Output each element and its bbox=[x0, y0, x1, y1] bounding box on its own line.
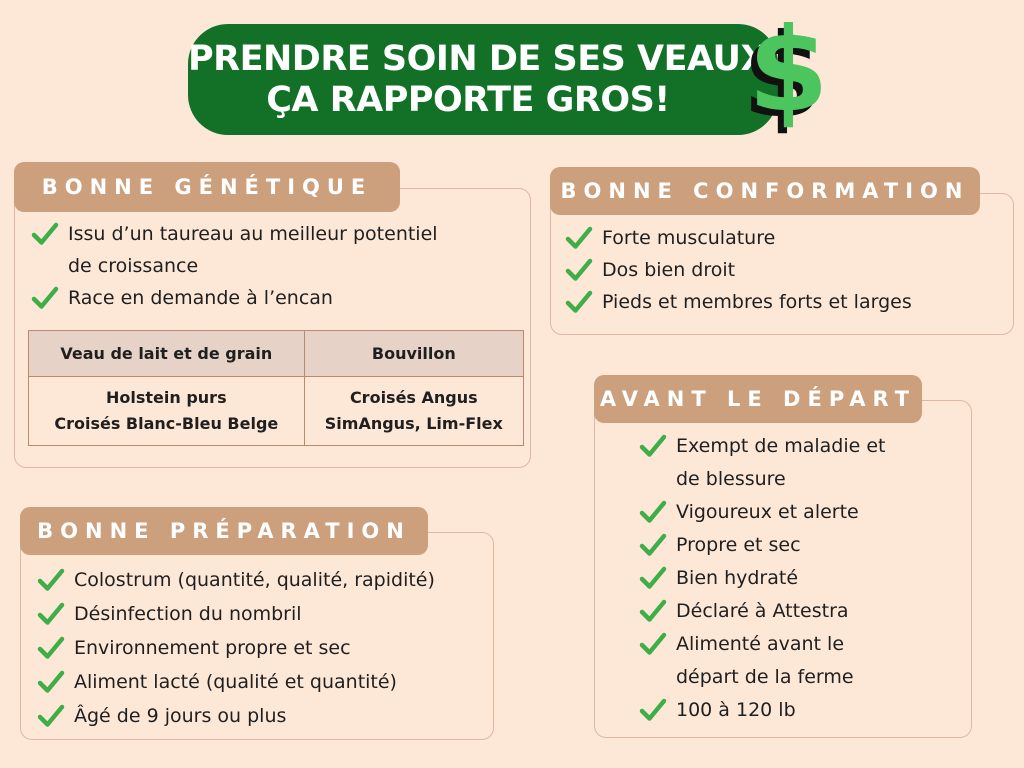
check-icon bbox=[638, 530, 668, 560]
preparation-item-text: Âgé de 9 jours ou plus bbox=[74, 705, 287, 727]
genetique-heading: BONNE GÉNÉTIQUE bbox=[14, 162, 400, 212]
check-icon bbox=[30, 283, 60, 313]
check-icon bbox=[638, 695, 668, 725]
conformation-item bbox=[564, 222, 775, 254]
depart-item bbox=[638, 595, 849, 627]
depart-item bbox=[638, 562, 798, 594]
breed-table bbox=[28, 330, 524, 446]
table-cell-veau: Holstein purs Croisés Blanc-Bleu Belge bbox=[29, 377, 305, 446]
depart-item bbox=[638, 628, 854, 694]
check-icon bbox=[30, 219, 60, 249]
conformation-item bbox=[564, 254, 735, 286]
table-header-row bbox=[29, 331, 524, 377]
check-icon bbox=[564, 287, 594, 317]
depart-item bbox=[638, 529, 801, 561]
check-icon bbox=[638, 629, 668, 659]
check-icon bbox=[564, 255, 594, 285]
depart-item bbox=[638, 496, 859, 528]
check-icon bbox=[638, 497, 668, 527]
conformation-item-text: Pieds et membres forts et larges bbox=[602, 291, 912, 313]
conformation-item-text: Forte musculature bbox=[602, 227, 776, 249]
check-icon bbox=[36, 633, 66, 663]
preparation-item bbox=[36, 598, 302, 630]
conformation-item-text: Dos bien droit bbox=[602, 259, 736, 281]
check-icon bbox=[36, 565, 66, 595]
preparation-item bbox=[36, 632, 351, 664]
table-row bbox=[29, 377, 524, 446]
table-header-bouvillon: Bouvillon bbox=[304, 331, 523, 377]
preparation-item bbox=[36, 564, 435, 596]
check-icon bbox=[638, 563, 668, 593]
title-banner bbox=[188, 24, 778, 135]
check-icon bbox=[638, 596, 668, 626]
check-icon bbox=[36, 667, 66, 697]
check-icon bbox=[36, 599, 66, 629]
conformation-item bbox=[564, 286, 912, 318]
genetique-item-text: Race en demande à l’encan bbox=[68, 287, 333, 309]
depart-item bbox=[638, 694, 796, 726]
depart-item-text: Propre et sec bbox=[676, 534, 801, 556]
depart-item-text: Bien hydraté bbox=[676, 567, 799, 589]
conformation-heading: BONNE CONFORMATION bbox=[550, 167, 980, 215]
dollar-icon: $ bbox=[748, 3, 829, 138]
genetique-item bbox=[30, 282, 333, 314]
depart-item-text: Alimenté avant le départ de la ferme bbox=[676, 633, 854, 688]
preparation-item bbox=[36, 700, 286, 732]
preparation-item bbox=[36, 666, 397, 698]
depart-item-text: Déclaré à Attestra bbox=[676, 600, 849, 622]
genetique-item-text: Issu d’un taureau au meilleur potentiel de croissance bbox=[68, 223, 438, 277]
check-icon bbox=[564, 223, 594, 253]
check-icon bbox=[36, 701, 66, 731]
depart-item-text: Exempt de maladie et de blessure bbox=[676, 435, 886, 490]
preparation-heading: BONNE PRÉPARATION bbox=[20, 507, 428, 555]
preparation-item-text: Désinfection du nombril bbox=[74, 603, 302, 625]
preparation-item-text: Aliment lacté (qualité et quantité) bbox=[74, 671, 397, 693]
title-line-2: ÇA RAPPORTE GROS! bbox=[266, 79, 670, 120]
depart-item bbox=[638, 430, 885, 496]
depart-item-text: 100 à 120 lb bbox=[676, 699, 796, 721]
title-line-1: PRENDRE SOIN DE SES VEAUX, bbox=[188, 38, 780, 79]
table-cell-bouvillon: Croisés Angus SimAngus, Lim-Flex bbox=[304, 377, 523, 446]
depart-item-text: Vigoureux et alerte bbox=[676, 501, 859, 523]
genetique-item bbox=[30, 218, 438, 282]
depart-heading: AVANT LE DÉPART bbox=[594, 375, 922, 423]
preparation-item-text: Colostrum (quantité, qualité, rapidité) bbox=[74, 569, 435, 591]
check-icon bbox=[638, 431, 668, 461]
preparation-item-text: Environnement propre et sec bbox=[74, 637, 351, 659]
table-header-veau: Veau de lait et de grain bbox=[29, 331, 305, 377]
